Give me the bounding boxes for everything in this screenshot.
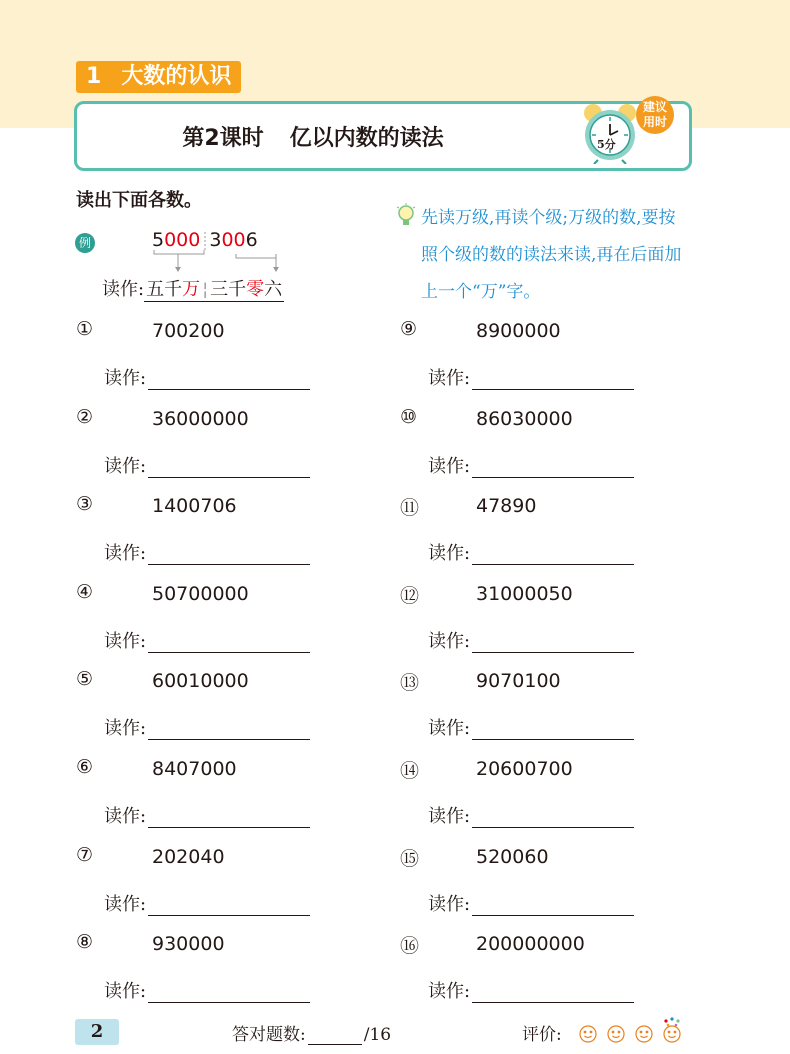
item-number: ⑩: [400, 405, 418, 428]
read-label: 读作:: [428, 630, 471, 652]
item-number: ⑨: [400, 318, 418, 340]
item-reading: [428, 539, 634, 565]
item-reading: [428, 802, 634, 828]
sparkle-dots-icon: [664, 1017, 679, 1026]
read-label: 读作:: [428, 718, 471, 740]
answer-blank[interactable]: [472, 546, 634, 565]
item-value: 9070100: [476, 670, 561, 693]
example-reading: [102, 275, 284, 302]
read-label: 读作:: [104, 981, 147, 1003]
lesson-label: 第2课时: [182, 125, 264, 151]
answer-blank[interactable]: [472, 984, 634, 1003]
example-arrows: [150, 228, 300, 276]
item-value: 8900000: [476, 320, 561, 342]
suggested-time-badge: [636, 96, 674, 134]
item-reading: [104, 539, 310, 565]
example-answer: 五千万 ¦ 三千零六: [144, 275, 284, 302]
read-label: 读作:: [104, 455, 147, 477]
instruction-text: 读出下面各数。: [76, 190, 202, 211]
item-number: ②: [76, 405, 94, 428]
example-digit: 5: [152, 229, 165, 251]
example-digit: 6: [245, 229, 258, 251]
answer-blank[interactable]: [148, 371, 310, 390]
example-read-label: 读作:: [102, 279, 145, 300]
exercise-item: [76, 318, 336, 404]
answer-blank[interactable]: [472, 721, 634, 740]
read-label: 读作:: [104, 893, 147, 915]
suggested-time-value: 5分: [597, 138, 616, 151]
item-number: ⑦: [76, 843, 94, 866]
read-label: 读作:: [428, 368, 471, 389]
exercise-item: [400, 668, 660, 754]
answer-blank[interactable]: [472, 371, 634, 390]
exercise-item: [400, 844, 660, 930]
answer-blank[interactable]: [148, 984, 310, 1003]
item-number: ⑧: [76, 931, 94, 954]
item-value: 202040: [152, 845, 225, 868]
answer-blank[interactable]: [148, 546, 310, 565]
lesson-heading: [77, 104, 549, 168]
smiley-face-icon: [608, 1026, 624, 1042]
item-value: 86030000: [476, 407, 573, 430]
item-number: ⑤: [76, 668, 94, 691]
chapter-tag: [76, 61, 241, 93]
answer-part-red: 零: [246, 279, 265, 300]
item-value: 20600700: [476, 758, 573, 780]
item-reading: [428, 890, 634, 916]
exercise-item: [400, 406, 660, 492]
hint-text: 先读万级,再读个级;万级的数,要按照个级的数的读法来读,再在后面加上一个“万”字。: [421, 208, 682, 302]
read-label: 读作:: [104, 368, 147, 389]
item-reading: [104, 364, 310, 390]
item-reading: [428, 977, 634, 1003]
read-label: 读作:: [104, 806, 147, 827]
score-label: 答对题数:: [232, 1025, 306, 1045]
item-reading: [104, 802, 310, 828]
item-value: 8407000: [152, 758, 237, 780]
exercise-item: [400, 493, 660, 579]
exercise-item: [400, 756, 660, 842]
exercise-item: [76, 756, 336, 842]
lightbulb-icon: [395, 203, 417, 229]
read-label: 读作:: [428, 806, 471, 827]
score-line: [232, 1020, 391, 1045]
exercise-item: [400, 318, 660, 404]
item-value: 50700000: [152, 582, 249, 605]
exercise-item: [76, 668, 336, 754]
item-value: 200000000: [476, 933, 585, 956]
read-label: 读作:: [428, 981, 471, 1003]
answer-blank[interactable]: [148, 634, 310, 653]
item-reading: [428, 627, 634, 653]
item-value: 36000000: [152, 407, 249, 430]
item-value: 930000: [152, 933, 225, 956]
answer-blank[interactable]: [472, 809, 634, 828]
item-value: 520060: [476, 845, 549, 868]
item-number: ⑮: [400, 847, 420, 870]
item-number: ⑫: [400, 584, 420, 607]
item-number: ⑬: [400, 672, 420, 695]
smiley-face-icon: [580, 1026, 596, 1042]
read-label: 读作:: [428, 893, 471, 915]
item-value: 60010000: [152, 670, 249, 693]
read-label: 读作:: [104, 630, 147, 652]
answer-blank[interactable]: [472, 634, 634, 653]
answer-part: 六: [264, 279, 283, 300]
rating-label: 评价:: [522, 1025, 562, 1045]
item-reading: [428, 364, 634, 390]
exercise-item: [76, 931, 336, 1017]
example-digit-red: 000: [164, 229, 201, 251]
answer-blank[interactable]: [148, 459, 310, 478]
answer-part: 五千: [146, 279, 183, 300]
item-number: ③: [76, 493, 94, 516]
item-value: 31000050: [476, 582, 573, 605]
answer-blank[interactable]: [148, 721, 310, 740]
badge-line-2: 用时: [642, 115, 667, 129]
read-label: 读作:: [104, 543, 147, 565]
exercise-item: [76, 493, 336, 579]
item-number: ④: [76, 580, 94, 603]
score-total: /16: [363, 1025, 392, 1045]
item-number: ⑪: [400, 497, 420, 520]
badge-line-1: 建议: [642, 100, 667, 114]
item-reading: [104, 714, 310, 740]
exercise-item: [76, 581, 336, 667]
chapter-title: 大数的认识: [121, 64, 232, 89]
example-digit: 3: [209, 229, 222, 251]
answer-blank[interactable]: [472, 897, 634, 916]
item-number: ①: [76, 318, 94, 340]
item-reading: [104, 977, 310, 1003]
item-number: ⑭: [400, 760, 420, 782]
example-badge: 例: [75, 233, 95, 253]
item-reading: [104, 627, 310, 653]
exercise-item: [400, 931, 660, 1017]
smiley-face-icon: [664, 1026, 680, 1042]
alarm-clock-icon: [578, 100, 642, 164]
exercise-item: [400, 581, 660, 667]
item-number: ⑥: [76, 756, 94, 778]
read-label: 读作:: [104, 718, 147, 740]
item-value: 700200: [152, 320, 225, 342]
answer-blank[interactable]: [148, 809, 310, 828]
read-label: 读作:: [428, 455, 471, 477]
page-number: 2: [75, 1019, 119, 1045]
exercise-item: [76, 406, 336, 492]
item-number: ⑯: [400, 935, 420, 958]
answer-blank[interactable]: [472, 459, 634, 478]
lesson-title: 亿以内数的读法: [289, 125, 444, 151]
example-digit-red: 00: [221, 229, 246, 251]
item-value: 47890: [476, 495, 537, 518]
chapter-number: 1: [86, 64, 102, 89]
answer-blank[interactable]: [148, 897, 310, 916]
item-reading: [104, 890, 310, 916]
read-label: 读作:: [428, 543, 471, 565]
exercise-item: [76, 844, 336, 930]
item-reading: [428, 714, 634, 740]
smiley-face-icon: [636, 1026, 652, 1042]
answer-part-red: 万: [182, 279, 201, 300]
item-value: 1400706: [152, 495, 237, 518]
item-reading: [104, 452, 310, 478]
score-blank[interactable]: [308, 1026, 362, 1045]
answer-part: 三千: [210, 279, 247, 300]
item-reading: [428, 452, 634, 478]
rating-faces: [578, 1016, 688, 1046]
